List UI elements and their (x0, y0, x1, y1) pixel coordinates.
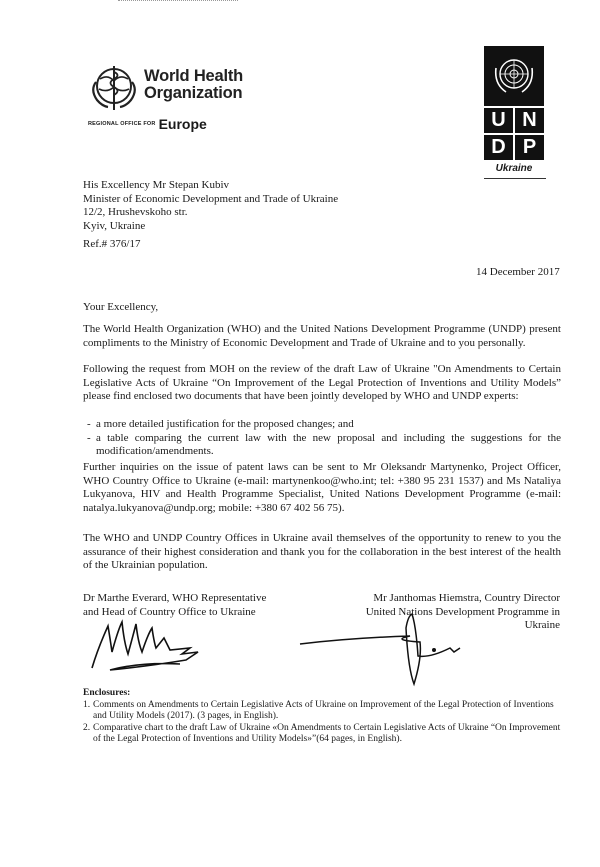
undp-letter-d: D (484, 135, 513, 160)
paragraph-intro: The World Health Organization (WHO) and the United Nations Development Programme (UNDP) present compliments to the Ministry of Economic Development and Trade of Ukraine and to you personally. (83, 323, 561, 349)
who-region-label: REGIONAL OFFICE FOR (88, 120, 156, 127)
recipient-line: 12/2, Hrushevskoho str. (83, 206, 188, 218)
paragraph-closing: The WHO and UNDP Country Offices in Ukraine avail themselves of the opportunity to renew to you the assurance of their highest consideration and thank you for the collaboration in the best interest of the health of the Ukrainian population. (83, 532, 561, 571)
top-dotted-line (118, 0, 238, 1)
recipient-line: Kyiv, Ukraine (83, 219, 146, 232)
undp-letters (484, 108, 548, 160)
enclosures (83, 688, 563, 746)
undp-letter-p: P (515, 135, 544, 160)
list-item: - a more detailed justification for the proposed changes; and (87, 418, 354, 430)
letter-date: 14 December 2017 (476, 266, 560, 278)
signature-who (92, 622, 198, 670)
paragraph-request: Following the request from MOH on the review of the draft Law of Ukraine "On Amendments to Certain Legislative Acts of Ukraine “On Improvement of the Legal Protection of Inventions and Utility Models” please find enclosed two documents that have been jointly developed by WHO and UNDP experts: (83, 363, 561, 402)
who-region-name: Europe (158, 115, 207, 132)
who-name-line2: Organization (144, 84, 243, 102)
enclosure-number: 2. (83, 722, 91, 733)
who-name-line1: World Health (144, 67, 244, 85)
list-item-text: a table comparing the current law with the new proposal and including the suggestions for the modification/amendments. (96, 431, 561, 457)
enclosure-number: 1. (83, 699, 91, 710)
signatory-undp-line1: Mr Janthomas Hiemstra, Country Director (373, 592, 560, 604)
undp-logo (484, 46, 548, 179)
who-name (144, 68, 243, 102)
enclosure-item (83, 700, 563, 723)
salutation: Your Excellency, (83, 301, 159, 313)
enclosure-text: Comparative chart to the draft Law of Ukraine «On Amendments to Certain Legislative Acts of Ukraine “On Improvement of the Legal Protection of Inventions and Utility Models»”(64 pages, in English). (93, 722, 561, 744)
recipient-line: His Excellency Mr Stepan Kubiv (83, 179, 230, 191)
un-emblem-box (484, 46, 544, 106)
signature-undp-dot (432, 648, 436, 652)
enclosed-documents-list (83, 418, 561, 459)
undp-letter-u: U (484, 108, 513, 133)
paragraph-contacts: Further inquiries on the issue of patent laws can be sent to Mr Oleksandr Martynenko, Project Officer, WHO Country Office to Ukraine (e-mail: martynenkoo@who.int; tel: +380 95 231 1537) and Ms Nataliya Lukyanova, HIV and Health Programme Specialist, United Nations Development Programme (e-mail: natalya.lukyanova@undp.org; mobile: +380 67 402 56 75). (83, 461, 561, 514)
undp-country: Ukraine (495, 163, 533, 174)
enclosure-text: Comments on Amendments to Certain Legislative Acts of Ukraine on Improvement of the Legal Protection of Inventions and Utility Models (2017). (3 pages, in English). (93, 699, 554, 721)
undp-letter-n: N (515, 108, 544, 133)
list-item: - a table comparing the current law with the new proposal and including the suggestions for the modification/amendments. (87, 431, 561, 457)
enclosures-heading: Enclosures: (83, 688, 131, 698)
recipient-address (83, 179, 338, 233)
enclosure-item (83, 723, 563, 746)
who-logo (88, 62, 258, 132)
un-emblem-icon (484, 46, 544, 106)
signatory-who-line2: and Head of Country Office to Ukraine (83, 605, 256, 618)
signature-undp (300, 614, 460, 684)
recipient-line: Minister of Economic Development and Trade of Ukraine (83, 192, 339, 205)
signatures (90, 605, 560, 688)
reference-number: Ref.# 376/17 (83, 238, 141, 250)
who-region (88, 115, 207, 133)
signatory-undp-line2: United Nations Development Programme in Ukraine (365, 605, 560, 631)
undp-underline (484, 178, 546, 179)
signatory-who-line1: Dr Marthe Everard, WHO Representative (83, 592, 267, 604)
who-emblem-icon (88, 62, 140, 114)
list-item-text: a more detailed justification for the proposed changes; and (96, 418, 354, 430)
